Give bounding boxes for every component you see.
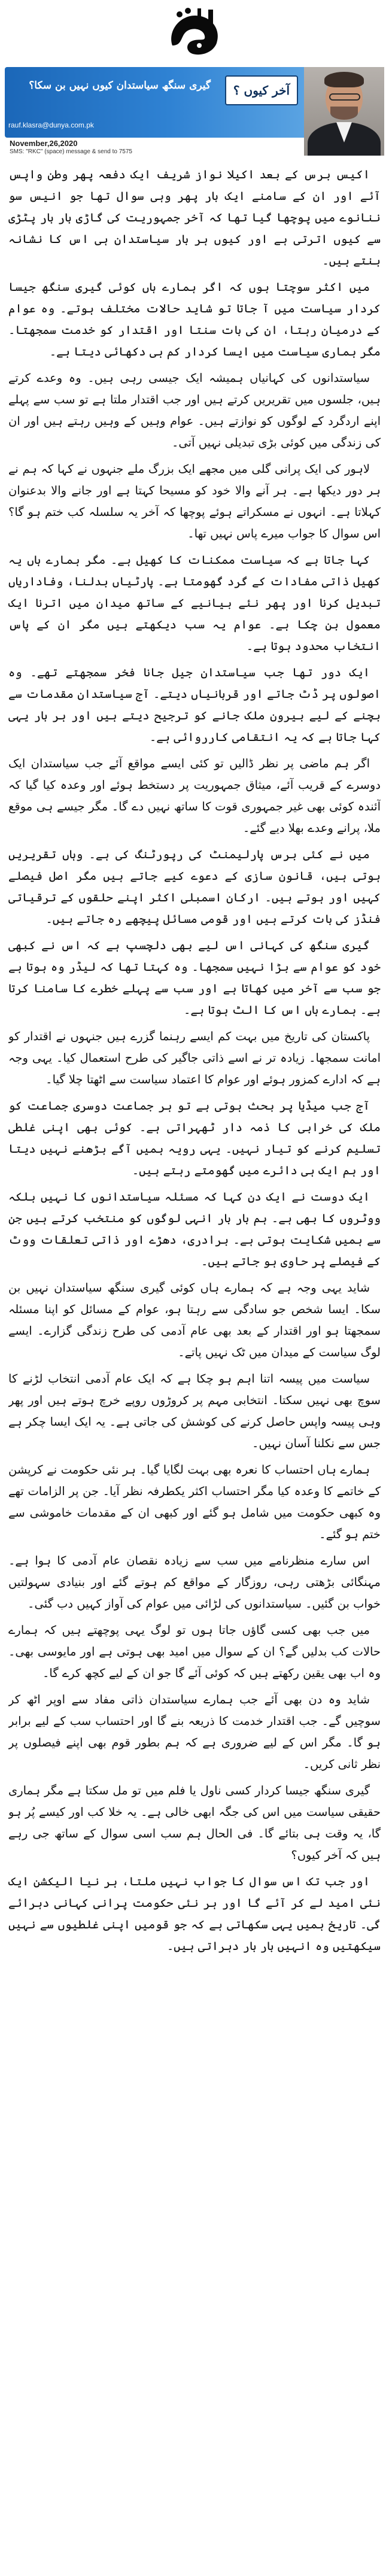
article-paragraph: لاہور کی ایک پرانی گلی میں مجھے ایک بزرگ ملے جنہوں نے کہا کہ ہم نے ہر دور دیکھا ہے۔ ہر آنے والا خود کو مسیحا کہتا ہے اور جانے والا بدعنوان کہلاتا ہے۔ انہوں نے مسکراتے ہوئے پوچھا کہ آخر یہ سلسلہ کب ختم ہو گا؟ اس سوال کا جواب میرے پاس نہیں تھا۔ bbox=[8, 462, 381, 540]
article-paragraph: کہا جاتا ہے کہ سیاست ممکنات کا کھیل ہے۔ مگر ہمارے ہاں یہ کھیل ذاتی مفادات کے گرد گھومتا ہے۔ پارٹیاں بدلنا، وفاداریاں تبدیل کرنا اور پھر نئے بیانیے کے ساتھ میدان میں اترنا ایک معمول بن چکا ہے۔ عوام یہ سب دیکھتے ہیں مگر ان کے پاس انتخاب محدود ہوتا ہے۔ bbox=[8, 553, 381, 653]
article-paragraph: ایک دور تھا جب سیاستدان جیل جانا فخر سمجھتے تھے۔ وہ اصولوں پر ڈٹ جاتے اور قربانیاں دیتے۔ آج سیاستدان مقدمات سے بچنے کے لیے بیرون ملک جانے کو ترجیح دیتے ہیں اور ہر بار یہی کہا جاتا ہے کہ یہ انتقامی کارروائی ہے۔ bbox=[8, 666, 381, 744]
article-paragraph: سیاستدانوں کی کہانیاں ہمیشہ ایک جیسی رہی ہیں۔ وہ وعدے کرتے ہیں، جلسوں میں تقریریں کرتے ہیں اور جب اقتدار ملتا ہے تو سب سے پہلے اپنے اردگرد کے لوگوں کو نوازتے ہیں۔ عوام وہیں کے وہیں رہتے ہیں اور ان کی زندگی میں کوئی بڑی تبدیلی نہیں آتی۔ bbox=[8, 371, 381, 449]
newspaper-logo[interactable] bbox=[162, 4, 227, 60]
column-title: آخر کیوں ؟ bbox=[233, 83, 290, 98]
article-paragraph: میں جب بھی کسی گاؤں جاتا ہوں تو لوگ یہی پوچھتے ہیں کہ ہمارے حالات کب بدلیں گے؟ ان کے سوال میں امید بھی ہوتی ہے اور مایوسی بھی۔ وہ اب بھی یقین رکھتے ہیں کہ کوئی آئے گا جو ان کے لیے کچھ کرے گا۔ bbox=[8, 1623, 381, 1680]
masthead bbox=[0, 0, 389, 66]
sms-instruction: SMS: "RKC" (space) message & send to 7575 bbox=[10, 148, 132, 155]
article-paragraph: اگر ہم ماضی پر نظر ڈالیں تو کئی ایسے مواقع آئے جب سیاستدان ایک دوسرے کے قریب آئے، میثاق جمہوریت پر دستخط ہوئے اور وعدہ کیا گیا کہ آئندہ کوئی بھی غیر جمہوری قوت کا ساتھ نہیں دے گا۔ مگر جیسے ہی موقع ملا، پرانے وعدے بھلا دیے گئے۔ bbox=[8, 757, 381, 835]
article-paragraph: میں نے کئی برس پارلیمنٹ کی رپورٹنگ کی ہے۔ وہاں تقریریں ہوتی ہیں، قانون سازی کے دعوے کیے جاتے ہیں مگر اصل فیصلے کہیں اور ہوتے ہیں۔ ارکان اسمبلی اکثر اپنے حلقوں کے ترقیاتی فنڈز کی بات کرتے ہیں اور قومی مسائل پیچھے رہ جاتے ہیں۔ bbox=[8, 847, 381, 926]
author-photo bbox=[304, 67, 384, 156]
publish-date: November,26,2020 bbox=[10, 139, 78, 148]
article-paragraph: ایک دوست نے ایک دن کہا کہ مسئلہ سیاستدانوں کا نہیں بلکہ ووٹروں کا بھی ہے۔ ہم بار بار انہی لوگوں کو منتخب کرتے ہیں جن سے ہمیں شکایت ہوتی ہے۔ برادری، دھڑے اور ذاتی تعلقات ووٹ کے فیصلے پر حاوی ہو جاتے ہیں۔ bbox=[8, 1190, 381, 1268]
article-paragraph: شاید وہ دن بھی آئے جب ہمارے سیاستدان ذاتی مفاد سے اوپر اٹھ کر سوچیں گے۔ جب اقتدار خدمت کا ذریعہ بنے گا اور احتساب سب کے لیے برابر ہو گا۔ مگر اس کے لیے ضروری ہے کہ ہم بطور قوم بھی اپنے فیصلوں پر نظر ثانی کریں۔ bbox=[8, 1693, 381, 1771]
logo-mark-icon bbox=[162, 4, 227, 60]
article-paragraph: اکیس برس کے بعد اکیلا نواز شریف ایک دفعہ پھر وطن واپس آئے اور ان کے سامنے ایک بار پھر وہی سوال تھا جو انیس سو ننانوے میں پوچھا گیا تھا کہ آخر جمہوریت کی گاڑی بار بار پٹڑی سے کیوں اترتی ہے اور کیوں ہر بار سیاستدان ہی اس کا نشانہ بنتے ہیں۔ bbox=[8, 168, 381, 268]
article-paragraph: گیری سنگھ جیسا کردار کسی ناول یا فلم میں تو مل سکتا ہے مگر ہماری حقیقی سیاست میں اس کی جگہ ابھی خالی ہے۔ یہ خلا کب اور کیسے پُر ہو گا، یہ وقت ہی بتائے گا۔ فی الحال ہم سب اسی سوال کے ساتھ جی رہے ہیں کہ آخر کیوں؟ bbox=[8, 1784, 381, 1862]
photo-hair bbox=[324, 72, 364, 87]
article-paragraph: آج جب میڈیا پر بحث ہوتی ہے تو ہر جماعت دوسری جماعت کو ملک کی خرابی کا ذمہ دار ٹھہراتی ہے۔ کوئی بھی اپنی غلطی تسلیم کرنے کو تیار نہیں۔ یہی رویہ ہمیں آگے بڑھنے نہیں دیتا اور ہم ایک ہی دائرے میں گھومتے رہتے ہیں۔ bbox=[8, 1099, 381, 1177]
article-headline: گیری سنگھ سیاستدان کیوں نہیں بن سکا؟ bbox=[29, 80, 211, 92]
article-paragraph: میں اکثر سوچتا ہوں کہ اگر ہمارے ہاں کوئی گیری سنگھ جیسا کردار سیاست میں آ جاتا تو شاید حالات مختلف ہوتے۔ وہ عوام کے درمیان رہتا، ان کی بات سنتا اور اقتدار کو خدمت سمجھتا۔ مگر ہماری سیاست میں ایسا کردار کم ہی دکھائی دیتا ہے۔ bbox=[8, 280, 381, 359]
article-paragraph: اس سارے منظرنامے میں سب سے زیادہ نقصان عام آدمی کا ہوا ہے۔ مہنگائی بڑھتی رہی، روزگار کے مواقع کم ہوتے گئے اور بنیادی سہولتیں خواب بن گئیں۔ سیاستدانوں کی لڑائی میں عوام کی آواز کہیں دب گئی۔ bbox=[8, 1554, 381, 1611]
photo-glasses bbox=[329, 93, 360, 101]
article-paragraph: اور جب تک اس سوال کا جواب نہیں ملتا، ہر نیا الیکشن ایک نئی امید لے کر آئے گا اور ہر نئی حکومت پرانی کہانی دہرائے گی۔ تاریخ ہمیں یہی سکھاتی ہے کہ جو قومیں اپنی غلطیوں سے نہیں سیکھتیں وہ انہیں بار بار دہراتی ہیں۔ bbox=[8, 1875, 381, 1953]
column-banner bbox=[5, 67, 384, 156]
article-paragraph: پاکستان کی تاریخ میں بہت کم ایسے رہنما گزرے ہیں جنہوں نے اقتدار کو امانت سمجھا۔ زیادہ تر نے اسے ذاتی جاگیر کی طرح استعمال کیا۔ یہی وجہ ہے کہ ادارے کمزور ہوئے اور عوام کا اعتماد سیاست سے اٹھتا چلا گیا۔ bbox=[8, 1029, 381, 1086]
article-paragraph: شاید یہی وجہ ہے کہ ہمارے ہاں کوئی گیری سنگھ سیاستدان نہیں بن سکا۔ ایسا شخص جو سادگی سے رہتا ہو، عوام کے مسائل کو اپنا مسئلہ سمجھتا ہو اور اقتدار کے بعد بھی عام آدمی کی طرح زندگی گزارے۔ ایسے لوگ سیاست کے میدان میں ٹک نہیں پاتے۔ bbox=[8, 1281, 381, 1359]
article-paragraph: گیری سنگھ کی کہانی اس لیے بھی دلچسپ ہے کہ اس نے کبھی خود کو عوام سے بڑا نہیں سمجھا۔ وہ کہتا تھا کہ لیڈر وہ ہوتا ہے جو سب سے آخر میں کھاتا ہے اور سب سے پہلے خطرے کا سامنا کرتا ہے۔ ہمارے ہاں اس کا الٹ ہوتا ہے۔ bbox=[8, 938, 381, 1017]
article-body bbox=[8, 164, 381, 2556]
photo-beard bbox=[330, 107, 358, 120]
article-paragraph: ہمارے ہاں احتساب کا نعرہ بھی بہت لگایا گیا۔ ہر نئی حکومت نے کرپشن کے خاتمے کا وعدہ کیا مگر احتساب اکثر یکطرفہ نظر آیا۔ جن پر الزامات تھے وہ کبھی حکومت میں شامل ہو گئے اور کبھی ان کے مقدمات خاموشی سے ختم ہو گئے۔ bbox=[8, 1463, 381, 1541]
article-paragraph: سیاست میں پیسہ اتنا اہم ہو چکا ہے کہ ایک عام آدمی انتخاب لڑنے کا سوچ بھی نہیں سکتا۔ انتخابی مہم پر کروڑوں روپے خرچ ہوتے ہیں اور پھر وہی پیسہ واپس حاصل کرنے کی کوشش کی جاتی ہے۔ یہ ایک ایسا چکر ہے جس سے نکلنا آسان نہیں۔ bbox=[8, 1372, 381, 1450]
author-email[interactable]: rauf.klasra@dunya.com.pk bbox=[8, 121, 94, 129]
column-title-box bbox=[225, 75, 298, 105]
